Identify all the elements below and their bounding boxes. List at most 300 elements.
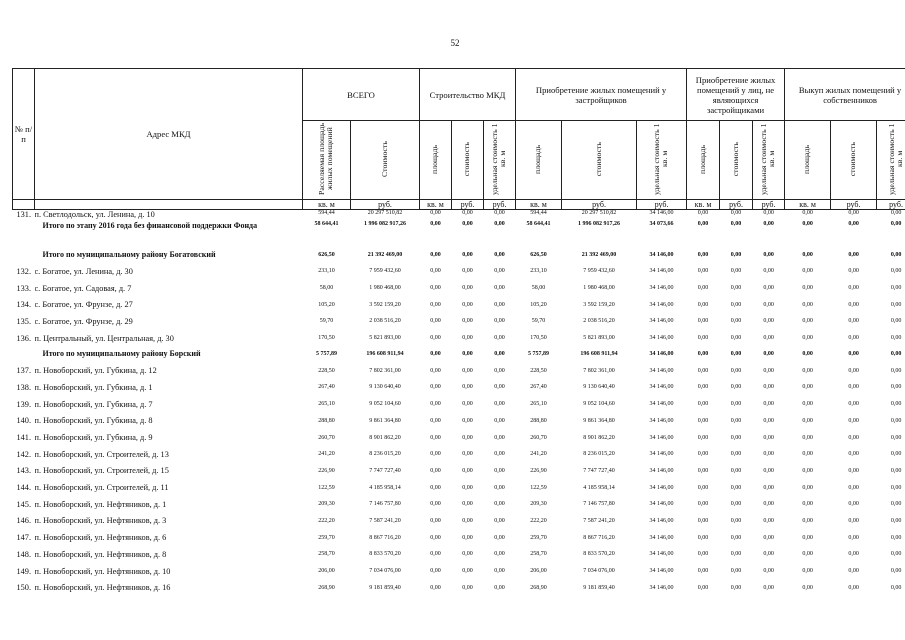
- row-number: 149.: [16, 566, 32, 576]
- table-row: [13, 579, 905, 596]
- value-cell: 122,59: [530, 484, 547, 491]
- row-number: 134.: [16, 300, 32, 310]
- value-cell: 0,00: [890, 351, 902, 358]
- subheader-developers-cost: стоимость: [562, 121, 637, 200]
- subheader-construction-area: площадь: [420, 121, 452, 200]
- unit-label: руб.: [720, 200, 753, 210]
- value-cell: 0,00: [430, 568, 441, 575]
- value-cell: 0,00: [462, 534, 473, 541]
- value-cell: 2 038 516,20: [583, 318, 615, 325]
- value-cell: 0,00: [697, 501, 709, 508]
- value-cell: 8 236 015,20: [583, 451, 615, 458]
- value-cell: 0,00: [802, 451, 813, 458]
- row-number: 136.: [16, 333, 32, 343]
- value-cell: 0,00: [730, 501, 742, 508]
- value-cell: 0,00: [848, 417, 859, 424]
- value-cell: 34 146,00: [649, 517, 674, 524]
- value-cell: 0,00: [848, 210, 859, 216]
- table-row: [13, 479, 905, 496]
- value-cell: 34 146,00: [649, 534, 674, 541]
- value-cell: 0,00: [848, 534, 859, 541]
- value-cell: 0,00: [697, 584, 709, 591]
- value-cell: 8 867 716,20: [369, 534, 401, 541]
- address-cell: п. Новоборский, ул. Нефтяников, д. 8: [34, 549, 167, 559]
- value-cell: 1 996 082 917,26: [364, 221, 406, 227]
- value-cell: 0,00: [462, 268, 473, 275]
- value-cell: 0,00: [462, 568, 473, 575]
- value-cell: 34 146,00: [649, 301, 674, 308]
- value-cell: 0,00: [890, 401, 902, 408]
- address-cell: п. Новоборский, ул. Нефтяников, д. 6: [34, 533, 167, 543]
- value-cell: 259,70: [318, 534, 335, 541]
- table-row: [13, 330, 905, 347]
- value-cell: 0,00: [697, 285, 709, 292]
- unit-label: кв. м: [303, 200, 351, 210]
- unit-label: руб.: [452, 200, 484, 210]
- value-cell: 0,00: [890, 221, 902, 227]
- value-cell: 34 146,00: [649, 367, 674, 374]
- value-cell: 0,00: [763, 584, 774, 591]
- unit-label: руб.: [637, 200, 687, 210]
- value-cell: 0,00: [494, 534, 505, 541]
- header-group-non-developers: Приобретение жилых помещений у лиц, не являющихся застройщиками: [687, 69, 785, 121]
- value-cell: 9 052 104,60: [583, 401, 615, 408]
- value-cell: 0,00: [802, 285, 813, 292]
- value-cell: 0,00: [763, 551, 774, 558]
- value-cell: 0,00: [848, 551, 859, 558]
- value-cell: 0,00: [848, 467, 859, 474]
- address-cell: с. Богатое, ул. Ленина, д. 30: [34, 266, 133, 276]
- value-cell: 7 034 076,00: [369, 568, 401, 575]
- value-cell: 0,00: [697, 301, 709, 308]
- value-cell: 241,20: [530, 451, 547, 458]
- value-cell: 0,00: [890, 301, 902, 308]
- value-cell: 0,00: [802, 367, 813, 374]
- value-cell: 0,00: [494, 551, 505, 558]
- address-cell: п. Новоборский, ул. Губкина, д. 8: [34, 416, 153, 426]
- value-cell: 34 146,00: [649, 210, 674, 216]
- unit-label: кв. м: [516, 200, 562, 210]
- value-cell: 0,00: [802, 584, 813, 591]
- value-cell: 0,00: [802, 301, 813, 308]
- value-cell: 0,00: [802, 534, 813, 541]
- value-cell: 226,90: [530, 467, 547, 474]
- unit-label: руб.: [484, 200, 516, 210]
- value-cell: 0,00: [494, 335, 505, 342]
- value-cell: 58,00: [319, 285, 334, 292]
- value-cell: 0,00: [730, 351, 742, 358]
- unit-label: руб.: [562, 200, 637, 210]
- value-cell: 0,00: [730, 568, 742, 575]
- table-row: [13, 496, 905, 513]
- value-cell: 626,50: [530, 252, 547, 258]
- value-cell: 0,00: [730, 210, 742, 216]
- value-cell: 170,50: [530, 335, 547, 342]
- value-cell: 209,30: [530, 501, 547, 508]
- value-cell: 226,90: [318, 467, 335, 474]
- value-cell: 0,00: [848, 367, 859, 374]
- value-cell: 1 996 082 917,26: [578, 221, 621, 227]
- value-cell: 0,00: [697, 367, 709, 374]
- value-cell: 8 901 862,20: [369, 434, 401, 441]
- value-cell: 0,00: [890, 285, 902, 292]
- value-cell: 0,00: [763, 335, 774, 342]
- value-cell: 0,00: [848, 517, 859, 524]
- row-number: 146.: [16, 516, 32, 526]
- value-cell: 0,00: [848, 252, 859, 258]
- address-cell: п. Новоборский, ул. Нефтяников, д. 1: [34, 499, 167, 509]
- value-cell: 0,00: [494, 221, 505, 227]
- value-cell: 0,00: [494, 384, 505, 391]
- value-cell: 34 146,00: [649, 268, 674, 275]
- value-cell: 0,00: [494, 484, 505, 491]
- value-cell: 34 146,00: [649, 335, 674, 342]
- value-cell: 34 146,00: [649, 584, 674, 591]
- value-cell: 0,00: [890, 268, 902, 275]
- value-cell: 0,00: [462, 584, 473, 591]
- value-cell: 21 392 469,00: [581, 252, 617, 258]
- subtotal-label: Итого по муниципальному району Борский: [42, 349, 201, 359]
- value-cell: 8 236 015,20: [369, 451, 401, 458]
- value-cell: 260,70: [318, 434, 335, 441]
- address-cell: п. Новоборский, ул. Нефтяников, д. 3: [34, 516, 167, 526]
- value-cell: 0,00: [802, 401, 813, 408]
- unit-empty: [13, 200, 35, 210]
- subtotal-label: Итого по этапу 2016 года без финансовой поддержки Фонда: [42, 221, 258, 230]
- table-row: [13, 446, 905, 463]
- value-cell: 0,00: [763, 318, 774, 325]
- unit-label: руб.: [753, 200, 785, 210]
- value-cell: 0,00: [890, 484, 902, 491]
- value-cell: 222,20: [318, 517, 335, 524]
- value-cell: 0,00: [763, 285, 774, 292]
- unit-label: руб.: [351, 200, 420, 210]
- value-cell: 58 644,41: [526, 221, 551, 227]
- value-cell: 0,00: [890, 517, 902, 524]
- value-cell: 0,00: [848, 401, 859, 408]
- value-cell: 7 959 432,60: [583, 268, 615, 275]
- value-cell: 0,00: [763, 451, 774, 458]
- value-cell: 9 181 859,40: [369, 584, 401, 591]
- value-cell: 0,00: [430, 501, 441, 508]
- value-cell: 0,00: [890, 252, 902, 258]
- value-cell: 0,00: [890, 335, 902, 342]
- value-cell: 7 959 432,60: [369, 268, 401, 275]
- value-cell: 0,00: [763, 210, 774, 216]
- value-cell: 105,20: [318, 301, 335, 308]
- address-cell: с. Богатое, ул. Фрунзе, д. 29: [34, 316, 133, 326]
- value-cell: 7 747 727,40: [583, 467, 615, 474]
- value-cell: 0,00: [730, 252, 742, 258]
- value-cell: 0,00: [494, 210, 505, 216]
- value-cell: 7 747 727,40: [369, 467, 401, 474]
- value-cell: 0,00: [462, 401, 473, 408]
- value-cell: 0,00: [430, 534, 441, 541]
- value-cell: 0,00: [697, 401, 709, 408]
- value-cell: 7 802 361,00: [369, 367, 401, 374]
- address-cell: п. Новоборский, ул. Губкина, д. 12: [34, 366, 157, 376]
- value-cell: 59,70: [319, 318, 334, 325]
- value-cell: 288,80: [318, 417, 335, 424]
- subheader-nondev-unit-cost: удельная стоимость 1 кв. м: [753, 121, 785, 200]
- value-cell: 0,00: [802, 551, 813, 558]
- address-cell: п. Новоборский, ул. Нефтяников, д. 16: [34, 583, 171, 593]
- address-cell: п. Новоборский, ул. Губкина, д. 1: [34, 382, 153, 392]
- value-cell: 0,00: [462, 484, 473, 491]
- value-cell: 58,00: [531, 285, 546, 292]
- value-cell: 1 980 468,00: [369, 285, 401, 292]
- value-cell: 0,00: [494, 252, 505, 258]
- value-cell: 7 146 757,80: [583, 501, 615, 508]
- address-cell: п. Светлодольск, ул. Ленина, д. 10: [34, 210, 155, 219]
- value-cell: 0,00: [730, 417, 742, 424]
- value-cell: 0,00: [848, 351, 859, 358]
- value-cell: 0,00: [848, 318, 859, 325]
- value-cell: 0,00: [763, 384, 774, 391]
- value-cell: 122,59: [318, 484, 335, 491]
- mkd-resettlement-table: [12, 68, 905, 596]
- subheader-nondev-cost: стоимость: [720, 121, 753, 200]
- table-row: [13, 563, 905, 580]
- value-cell: 0,00: [462, 335, 473, 342]
- value-cell: 0,00: [430, 451, 441, 458]
- header-address: Адрес МКД: [35, 69, 303, 200]
- value-cell: 0,00: [697, 268, 709, 275]
- value-cell: 0,00: [802, 252, 813, 258]
- value-cell: 34 146,00: [649, 384, 674, 391]
- value-cell: 5 821 893,00: [583, 335, 615, 342]
- table-row: [13, 396, 905, 413]
- value-cell: 34 146,00: [649, 252, 674, 258]
- row-number: 141.: [16, 433, 32, 443]
- value-cell: 233,10: [318, 268, 335, 275]
- value-cell: 222,20: [530, 517, 547, 524]
- value-cell: 0,00: [430, 467, 441, 474]
- table-row: [13, 429, 905, 446]
- table-row: [13, 210, 905, 221]
- value-cell: 0,00: [763, 417, 774, 424]
- value-cell: 0,00: [494, 401, 505, 408]
- page-number: 52: [450, 38, 460, 48]
- value-cell: 0,00: [462, 367, 473, 374]
- value-cell: 34 146,00: [649, 401, 674, 408]
- value-cell: 0,00: [697, 517, 709, 524]
- value-cell: 7 802 361,00: [583, 367, 615, 374]
- value-cell: 0,00: [430, 517, 441, 524]
- unit-label: руб.: [877, 200, 905, 210]
- subheader-construction-cost: стоимость: [452, 121, 484, 200]
- header-num: № п/п: [13, 69, 35, 200]
- subheader-buyout-unit-cost: удельная стоимость 1 кв. м: [877, 121, 905, 200]
- row-number: 150.: [16, 583, 32, 593]
- table-row: [13, 546, 905, 563]
- value-cell: 267,40: [530, 384, 547, 391]
- value-cell: 0,00: [802, 210, 813, 216]
- value-cell: 8 833 570,20: [583, 551, 615, 558]
- value-cell: 0,00: [430, 335, 441, 342]
- value-cell: 34 146,00: [649, 551, 674, 558]
- value-cell: 0,00: [494, 351, 505, 358]
- value-cell: 0,00: [430, 367, 441, 374]
- table-row: [13, 463, 905, 480]
- value-cell: 0,00: [848, 501, 859, 508]
- value-cell: 0,00: [494, 501, 505, 508]
- value-cell: 0,00: [697, 484, 709, 491]
- value-cell: 0,00: [763, 484, 774, 491]
- table-row: [13, 263, 905, 280]
- value-cell: 196 608 911,94: [366, 351, 404, 358]
- value-cell: 0,00: [494, 301, 505, 308]
- value-cell: 59,70: [531, 318, 546, 325]
- value-cell: 0,00: [697, 384, 709, 391]
- value-cell: 4 185 958,14: [369, 484, 401, 491]
- value-cell: 0,00: [802, 467, 813, 474]
- value-cell: 0,00: [730, 268, 742, 275]
- address-cell: с. Богатое, ул. Садовая, д. 7: [34, 283, 132, 293]
- value-cell: 0,00: [890, 568, 902, 575]
- value-cell: 9 861 364,80: [583, 417, 615, 424]
- table-row: [13, 529, 905, 546]
- value-cell: 0,00: [697, 434, 709, 441]
- value-cell: 0,00: [494, 417, 505, 424]
- value-cell: 0,00: [763, 252, 774, 258]
- value-cell: 34 146,00: [649, 484, 674, 491]
- value-cell: 0,00: [430, 434, 441, 441]
- subheader-developers-area: площадь: [516, 121, 562, 200]
- value-cell: 241,20: [318, 451, 335, 458]
- header-group-construction: Строительство МКД: [420, 69, 516, 121]
- value-cell: 34 146,00: [649, 285, 674, 292]
- value-cell: 0,00: [802, 517, 813, 524]
- address-cell: п. Центральный, ул. Центральная, д. 30: [34, 333, 174, 343]
- value-cell: 0,00: [430, 484, 441, 491]
- value-cell: 0,00: [462, 351, 473, 358]
- value-cell: 34 146,00: [649, 568, 674, 575]
- value-cell: 0,00: [848, 335, 859, 342]
- value-cell: 260,70: [530, 434, 547, 441]
- value-cell: 0,00: [430, 551, 441, 558]
- value-cell: 0,00: [890, 318, 902, 325]
- value-cell: 7 587 241,20: [369, 517, 401, 524]
- value-cell: 0,00: [763, 301, 774, 308]
- value-cell: 0,00: [890, 584, 902, 591]
- value-cell: 594,44: [530, 210, 547, 216]
- row-number: 139.: [16, 399, 32, 409]
- value-cell: 228,50: [318, 367, 335, 374]
- value-cell: 259,70: [530, 534, 547, 541]
- value-cell: 0,00: [848, 484, 859, 491]
- unit-label: кв. м: [687, 200, 720, 210]
- value-cell: 0,00: [890, 210, 902, 216]
- value-cell: 0,00: [730, 318, 742, 325]
- value-cell: 0,00: [848, 584, 859, 591]
- value-cell: 0,00: [494, 517, 505, 524]
- value-cell: 0,00: [730, 367, 742, 374]
- value-cell: 0,00: [848, 451, 859, 458]
- value-cell: 0,00: [494, 367, 505, 374]
- value-cell: 0,00: [848, 568, 859, 575]
- value-cell: 0,00: [462, 285, 473, 292]
- value-cell: 7 146 757,80: [369, 501, 401, 508]
- value-cell: 0,00: [430, 318, 441, 325]
- table-row: [13, 362, 905, 379]
- value-cell: 0,00: [494, 268, 505, 275]
- value-cell: 34 146,00: [649, 417, 674, 424]
- subtotal-row: [13, 247, 905, 263]
- value-cell: 0,00: [430, 401, 441, 408]
- row-number: 143.: [16, 466, 32, 476]
- value-cell: 34 146,00: [649, 501, 674, 508]
- value-cell: 268,90: [530, 584, 547, 591]
- value-cell: 0,00: [430, 252, 441, 258]
- value-cell: 0,00: [730, 285, 742, 292]
- value-cell: 0,00: [763, 401, 774, 408]
- value-cell: 0,00: [848, 285, 859, 292]
- value-cell: 9 130 640,40: [369, 384, 401, 391]
- value-cell: 5 757,89: [528, 351, 550, 358]
- value-cell: 9 181 859,40: [583, 584, 615, 591]
- row-number: 148.: [16, 549, 32, 559]
- value-cell: 0,00: [697, 210, 709, 216]
- value-cell: 0,00: [730, 551, 742, 558]
- value-cell: 0,00: [763, 517, 774, 524]
- value-cell: 9 130 640,40: [583, 384, 615, 391]
- value-cell: 0,00: [890, 417, 902, 424]
- value-cell: 0,00: [890, 501, 902, 508]
- value-cell: 196 608 911,94: [580, 351, 618, 358]
- value-cell: 5 821 893,00: [369, 335, 401, 342]
- value-cell: 0,00: [763, 434, 774, 441]
- value-cell: 0,00: [462, 301, 473, 308]
- value-cell: 0,00: [848, 434, 859, 441]
- value-cell: 0,00: [462, 384, 473, 391]
- value-cell: 0,00: [462, 318, 473, 325]
- value-cell: 0,00: [848, 221, 859, 227]
- value-cell: 0,00: [697, 221, 709, 227]
- row-number: 132.: [16, 266, 32, 276]
- value-cell: 0,00: [462, 467, 473, 474]
- value-cell: 0,00: [848, 301, 859, 308]
- subheader-resettled-area: Расселяемая площадь жилых помещений: [303, 121, 351, 200]
- value-cell: 1 980 468,00: [583, 285, 615, 292]
- value-cell: 265,10: [530, 401, 547, 408]
- value-cell: 0,00: [890, 451, 902, 458]
- value-cell: 0,00: [763, 534, 774, 541]
- value-cell: 2 038 516,20: [369, 318, 401, 325]
- table-header: [13, 69, 905, 210]
- value-cell: 206,00: [318, 568, 335, 575]
- subheader-developers-unit-cost: удельная стоимость 1 кв. м: [637, 121, 687, 200]
- value-cell: 0,00: [697, 467, 709, 474]
- value-cell: 0,00: [430, 417, 441, 424]
- address-cell: п. Новоборский, ул. Строителей, д. 15: [34, 466, 169, 476]
- header-group-developers: Приобретение жилых помещений у застройщиков: [516, 69, 687, 121]
- value-cell: 0,00: [462, 252, 473, 258]
- value-cell: 0,00: [802, 484, 813, 491]
- value-cell: 0,00: [802, 318, 813, 325]
- subtotal-row: [13, 346, 905, 362]
- table-body: [13, 210, 905, 597]
- value-cell: 265,10: [318, 401, 335, 408]
- subtotal-row: [13, 220, 905, 247]
- value-cell: 20 297 510,82: [581, 210, 617, 216]
- value-cell: 0,00: [462, 551, 473, 558]
- value-cell: 0,00: [697, 351, 709, 358]
- address-cell: с. Богатое, ул. Фрунзе, д. 27: [34, 300, 133, 310]
- value-cell: 8 867 716,20: [583, 534, 615, 541]
- value-cell: 0,00: [430, 301, 441, 308]
- value-cell: 0,00: [890, 534, 902, 541]
